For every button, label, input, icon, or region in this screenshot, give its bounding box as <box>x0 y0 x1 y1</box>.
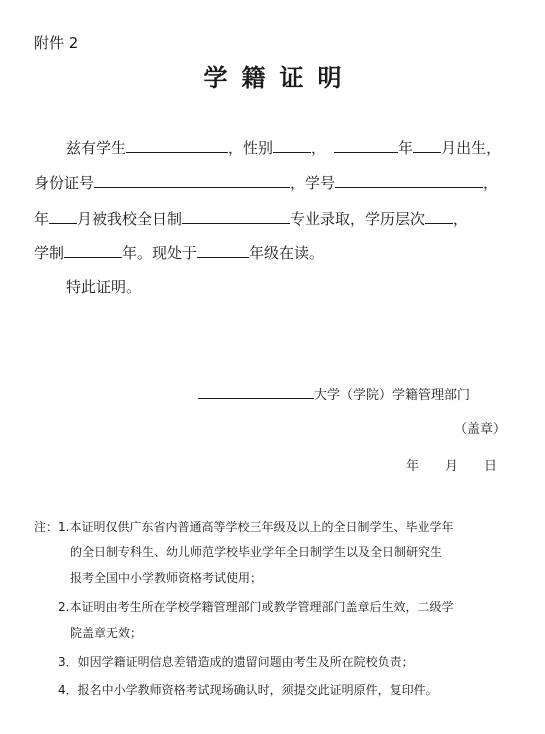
note-1a: 1.本证明仅供广东省内普通高等学校三年级及以上的全日制学生、毕业学年 <box>58 520 454 534</box>
blank-gender <box>273 135 311 153</box>
seal-label: （盖章） <box>454 422 507 437</box>
label-dept: 大学（学院）学籍管理部门 <box>314 388 471 403</box>
label-sign-day: 日 <box>484 459 498 474</box>
label-year: 年 <box>398 139 414 157</box>
label-year2: 年 <box>34 210 50 228</box>
date-line <box>406 455 497 474</box>
attachment-label: 附件 2 <box>34 34 79 52</box>
note-1b: 的全日制专科生、幼儿师范学校毕业学年全日制学生以及全日制研究生 <box>70 545 443 559</box>
blank-university <box>198 384 314 399</box>
label-born: 月出生， <box>441 139 502 157</box>
label-comma2: ， <box>483 174 499 192</box>
label-admitted: 月被我校全日制 <box>77 210 183 228</box>
blank-duration <box>64 240 122 258</box>
label-major: 专业录取，学历层次 <box>290 210 426 228</box>
note-2b: 院盖章无效； <box>70 626 143 640</box>
label-comma3: ， <box>453 210 469 228</box>
label-studying: 年级在读。 <box>249 244 325 262</box>
label-current: 年。现处于 <box>122 244 198 262</box>
note-4: 4．报名中小学教师资格考试现场确认时，须提交此证明原件，复印件。 <box>58 683 438 697</box>
blank-birth-year <box>334 135 398 153</box>
line-admission-info <box>34 206 468 228</box>
line-student-info <box>66 135 501 157</box>
blank-student-no <box>335 170 483 188</box>
line-id-info <box>34 170 498 192</box>
blank-name <box>126 135 228 153</box>
note-3: 3．如因学籍证明信息差错造成的遗留问题由考生及所在院校负责； <box>58 655 414 669</box>
label-sign-month: 月 <box>445 459 459 474</box>
line-study-info <box>34 240 324 262</box>
blank-grade <box>197 240 249 258</box>
blank-major <box>182 206 290 224</box>
notes-prefix: 注： <box>34 520 59 534</box>
signature-dept <box>198 384 470 404</box>
note-2a: 2.本证明由考生所在学校学籍管理部门或教学管理部门盖章后生效，二级学 <box>58 600 454 614</box>
label-sign-year: 年 <box>406 459 420 474</box>
label-student: 兹有学生 <box>66 139 127 157</box>
label-duration: 学制 <box>34 244 65 262</box>
note-1c: 报考全国中小学教师资格考试使用； <box>70 571 263 585</box>
label-id-number: 身份证号 <box>34 174 95 192</box>
label-comma: ， <box>311 139 327 157</box>
certify-text: 特此证明。 <box>66 278 142 296</box>
document-title: 学籍证明 <box>203 64 356 92</box>
blank-level <box>425 206 453 224</box>
label-gender: ，性别 <box>228 139 274 157</box>
blank-birth-month <box>413 135 441 153</box>
blank-id-number <box>94 170 290 188</box>
label-student-no: ，学号 <box>290 174 336 192</box>
blank-admit-month <box>49 206 77 224</box>
